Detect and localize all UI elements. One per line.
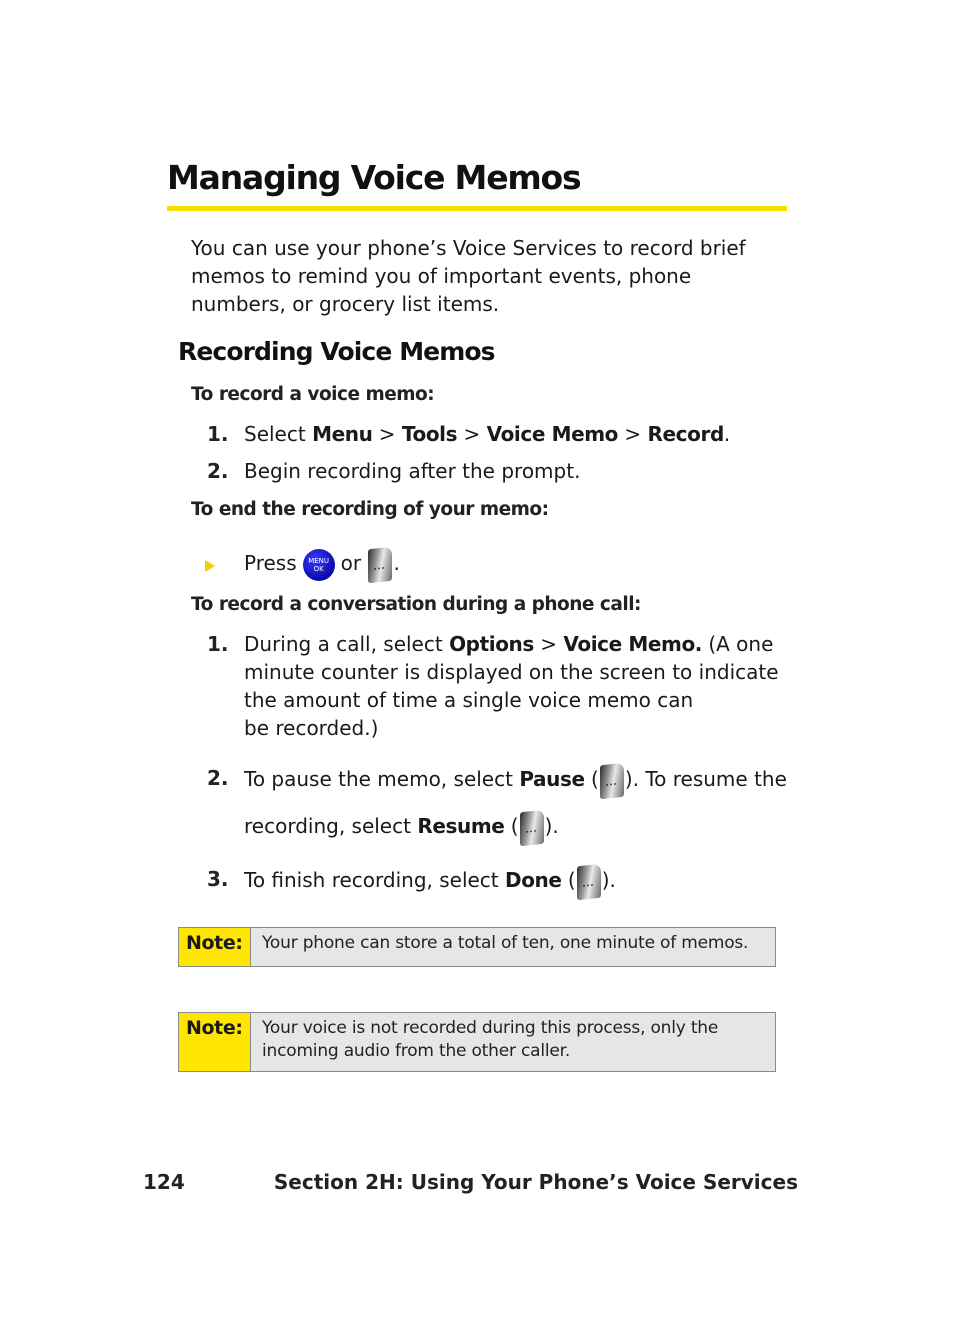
step-pause-memo: To pause the memo, select Pause (⋯ ). To resume the bbox=[244, 761, 787, 798]
step-number: 2. bbox=[207, 459, 229, 483]
section-footer: Section 2H: Using Your Phone’s Voice Services bbox=[273, 1170, 798, 1194]
section-heading: Recording Voice Memos bbox=[178, 337, 495, 366]
step-select-menu: Select Menu > Tools > Voice Memo > Record. bbox=[244, 422, 731, 446]
title-rule bbox=[167, 206, 787, 211]
note-text: Your phone can store a total of ten, one minute of memos. bbox=[262, 933, 749, 953]
step-finish-recording: To finish recording, select Done (⋯ ). bbox=[244, 862, 616, 899]
soft-key-icon bbox=[600, 762, 624, 799]
page-number: 124 bbox=[143, 1170, 185, 1194]
step-number: 3. bbox=[207, 867, 229, 891]
procedure-title-end: To end the recording of your memo: bbox=[191, 499, 549, 520]
note-label: Note: bbox=[179, 1013, 251, 1071]
menu-ok-key-icon: MENU OK bbox=[303, 549, 335, 581]
procedure-title-call: To record a conversation during a phone call: bbox=[191, 594, 641, 615]
step-number: 1. bbox=[207, 632, 229, 656]
step-number: 2. bbox=[207, 766, 229, 790]
note-box bbox=[178, 927, 776, 967]
step-select-options: During a call, select Options > Voice Memo. (A one minute counter is displayed on the screen to indicate the amount of time a single voice memo can be recorded.) bbox=[244, 632, 779, 740]
note-box bbox=[178, 1012, 776, 1072]
soft-key-icon bbox=[577, 863, 601, 900]
procedure-title-record: To record a voice memo: bbox=[191, 384, 435, 405]
page-title: Managing Voice Memos bbox=[167, 158, 581, 197]
step-begin-recording: Begin recording after the prompt. bbox=[244, 459, 581, 483]
note-text: Your voice is not recorded during this process, only the incoming audio from the other caller. bbox=[262, 1018, 719, 1061]
step-press-key: Press MENU OK or ⋯ . bbox=[244, 545, 400, 582]
soft-key-icon bbox=[520, 809, 544, 846]
note-label: Note: bbox=[179, 928, 251, 966]
step-resume-memo: recording, select Resume (⋯ ). bbox=[244, 808, 559, 845]
triangle-bullet-icon bbox=[205, 560, 215, 572]
step-number: 1. bbox=[207, 422, 229, 446]
soft-key-icon bbox=[368, 546, 392, 583]
intro-paragraph: You can use your phone’s Voice Services to record brief memos to remind you of important events, phone numbers, or grocery list items. bbox=[191, 236, 746, 316]
